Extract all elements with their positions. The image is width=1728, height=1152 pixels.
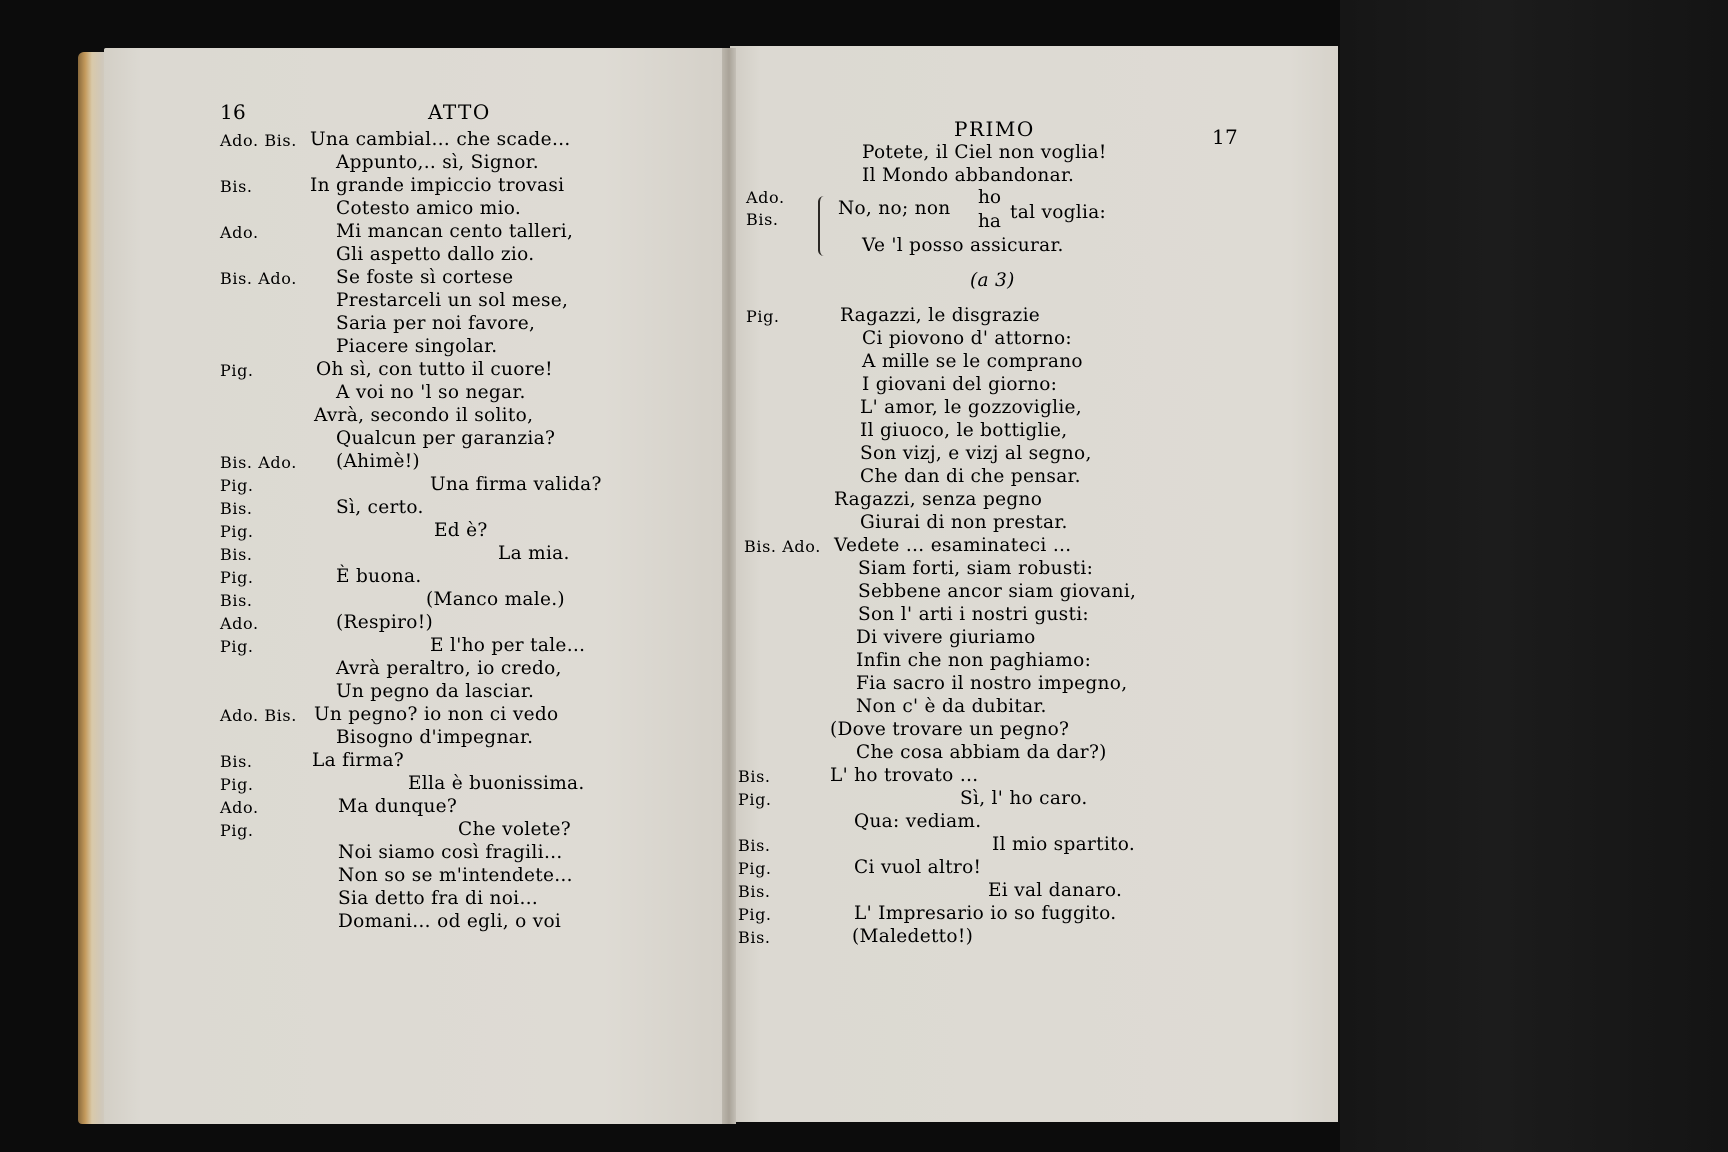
verse-line: Sebbene ancor siam giovani,: [858, 581, 1137, 602]
verse-line: Qualcun per garanzia?: [336, 428, 556, 449]
speaker-label: Bis. Ado.: [744, 537, 821, 556]
verse-line: Ci vuol altro!: [854, 857, 982, 878]
speaker-label: Ado.: [220, 798, 259, 817]
verse-line: Sia detto fra di noi…: [338, 888, 539, 909]
speaker-label: Ado.: [220, 614, 259, 633]
verse-line: Ve 'l posso assicurar.: [862, 235, 1064, 256]
verse-line: Cotesto amico mio.: [336, 198, 522, 219]
verse-line: Una cambial… che scade…: [310, 129, 571, 150]
verse-line: Potete, il Ciel non voglia!: [862, 142, 1107, 163]
stacked-alternative-bottom: ha: [978, 211, 1001, 232]
verse-line: Mi mancan cento talleri,: [336, 221, 574, 242]
verse-line: Sì, l' ho caro.: [960, 788, 1088, 809]
verse-line: No, no; non: [838, 198, 951, 219]
verse-line: Saria per noi favore,: [336, 313, 536, 334]
verse-line: (Dove trovare un pegno?: [830, 719, 1070, 740]
verse-line: Ragazzi, senza pegno: [834, 489, 1043, 510]
verse-line: Ragazzi, le disgrazie: [840, 305, 1041, 326]
verse-line: E l'ho per tale…: [430, 635, 586, 656]
left-page-number: 16: [220, 100, 247, 124]
verse-line: tal voglia:: [1010, 202, 1107, 223]
verse-line: Ed è?: [434, 520, 488, 541]
verse-line: Vedete … esaminateci …: [834, 535, 1072, 556]
verse-line: Bisogno d'impegnar.: [336, 727, 534, 748]
stage-direction: (a 3): [970, 270, 1015, 291]
verse-line: Un pegno da lasciar.: [336, 681, 535, 702]
speaker-label: Bis.: [220, 177, 253, 196]
speaker-brace: [818, 196, 828, 256]
verse-line: Qua: vediam.: [854, 811, 982, 832]
verse-line: L' Impresario io so fuggito.: [854, 903, 1117, 924]
verse-line: Ma dunque?: [338, 796, 458, 817]
verse-line: Che cosa abbiam da dar?): [856, 742, 1107, 763]
verse-line: L' ho trovato …: [830, 765, 979, 786]
verse-line: Avrà peraltro, io credo,: [336, 658, 562, 679]
verse-line: (Manco male.): [426, 589, 565, 610]
speaker-label: Pig.: [220, 637, 254, 656]
speaker-label: Bis.: [738, 767, 771, 786]
verse-line: (Maledetto!): [852, 926, 974, 947]
verse-line: Prestarceli un sol mese,: [336, 290, 569, 311]
speaker-label: Pig.: [220, 775, 254, 794]
verse-line: La firma?: [312, 750, 404, 771]
verse-line: In grande impiccio trovasi: [310, 175, 565, 196]
verse-line: I giovani del giorno:: [862, 374, 1058, 395]
book-gutter: [722, 48, 736, 1124]
verse-line: Siam forti, siam robusti:: [858, 558, 1094, 579]
right-running-header: PRIMO: [954, 117, 1035, 141]
verse-line: La mia.: [498, 543, 570, 564]
verse-line: Il mio spartito.: [992, 834, 1136, 855]
verse-line: Son l' arti i nostri gusti:: [858, 604, 1089, 625]
verse-line: Se foste sì cortese: [336, 267, 514, 288]
verse-line: Ella è buonissima.: [408, 773, 585, 794]
speaker-label: Pig.: [220, 476, 254, 495]
speaker-label: Bis.: [220, 545, 253, 564]
speaker-label: Pig.: [220, 821, 254, 840]
speaker-label: Ado. Bis.: [220, 706, 297, 725]
speaker-label: Ado.: [746, 188, 785, 207]
verse-line: Avrà, secondo il solito,: [314, 405, 534, 426]
speaker-label: Pig.: [220, 522, 254, 541]
speaker-label: Bis.: [746, 210, 779, 229]
verse-line: Che volete?: [458, 819, 571, 840]
verse-line: Un pegno? io non ci vedo: [314, 704, 559, 725]
verse-line: Sì, certo.: [336, 497, 424, 518]
verse-line: Appunto,.. sì, Signor.: [336, 152, 539, 173]
speaker-label: Bis.: [220, 591, 253, 610]
verse-line: Giurai di non prestar.: [860, 512, 1068, 533]
verse-line: (Ahimè!): [336, 451, 420, 472]
speaker-label: Pig.: [220, 361, 254, 380]
verse-line: Non so se m'intendete…: [338, 865, 573, 886]
speaker-label: Bis.: [738, 836, 771, 855]
verse-line: A voi no 'l so negar.: [336, 382, 526, 403]
speaker-label: Bis.: [738, 882, 771, 901]
right-page-number: 17: [1212, 125, 1239, 149]
speaker-label: Bis. Ado.: [220, 269, 297, 288]
verse-line: Domani… od egli, o voi: [338, 911, 562, 932]
verse-line: Ci piovono d' attorno:: [862, 328, 1072, 349]
left-running-header: ATTO: [428, 100, 491, 124]
verse-line: Non c' è da dubitar.: [856, 696, 1047, 717]
verse-line: Il giuoco, le bottiglie,: [860, 420, 1068, 441]
speaker-label: Pig.: [746, 307, 780, 326]
verse-line: Che dan di che pensar.: [860, 466, 1081, 487]
verse-line: A mille se le comprano: [862, 351, 1083, 372]
verse-line: Noi siamo così fragili…: [338, 842, 563, 863]
verse-line: Il Mondo abbandonar.: [862, 165, 1075, 186]
verse-line: È buona.: [336, 566, 422, 587]
speaker-label: Bis. Ado.: [220, 453, 297, 472]
speaker-label: Ado. Bis.: [220, 131, 297, 150]
speaker-label: Bis.: [220, 499, 253, 518]
speaker-label: Pig.: [738, 859, 772, 878]
verse-line: Ei val danaro.: [988, 880, 1123, 901]
stacked-alternative-top: ho: [978, 187, 1002, 208]
verse-line: Piacere singolar.: [336, 336, 498, 357]
verse-line: Infin che non paghiamo:: [856, 650, 1092, 671]
verse-line: Oh sì, con tutto il cuore!: [316, 359, 553, 380]
speaker-label: Bis.: [220, 752, 253, 771]
verse-line: Gli aspetto dallo zio.: [336, 244, 535, 265]
speaker-label: Bis.: [738, 928, 771, 947]
verse-line: L' amor, le gozzoviglie,: [860, 397, 1082, 418]
verse-line: Di vivere giuriamo: [856, 627, 1036, 648]
speaker-label: Pig.: [738, 790, 772, 809]
speaker-label: Ado.: [220, 223, 259, 242]
verse-line: Una firma valida?: [430, 474, 602, 495]
verse-line: Fia sacro il nostro impegno,: [856, 673, 1128, 694]
verse-line: Son vizj, e vizj al segno,: [860, 443, 1092, 464]
verse-line: (Respiro!): [336, 612, 433, 633]
speaker-label: Pig.: [738, 905, 772, 924]
speaker-label: Pig.: [220, 568, 254, 587]
